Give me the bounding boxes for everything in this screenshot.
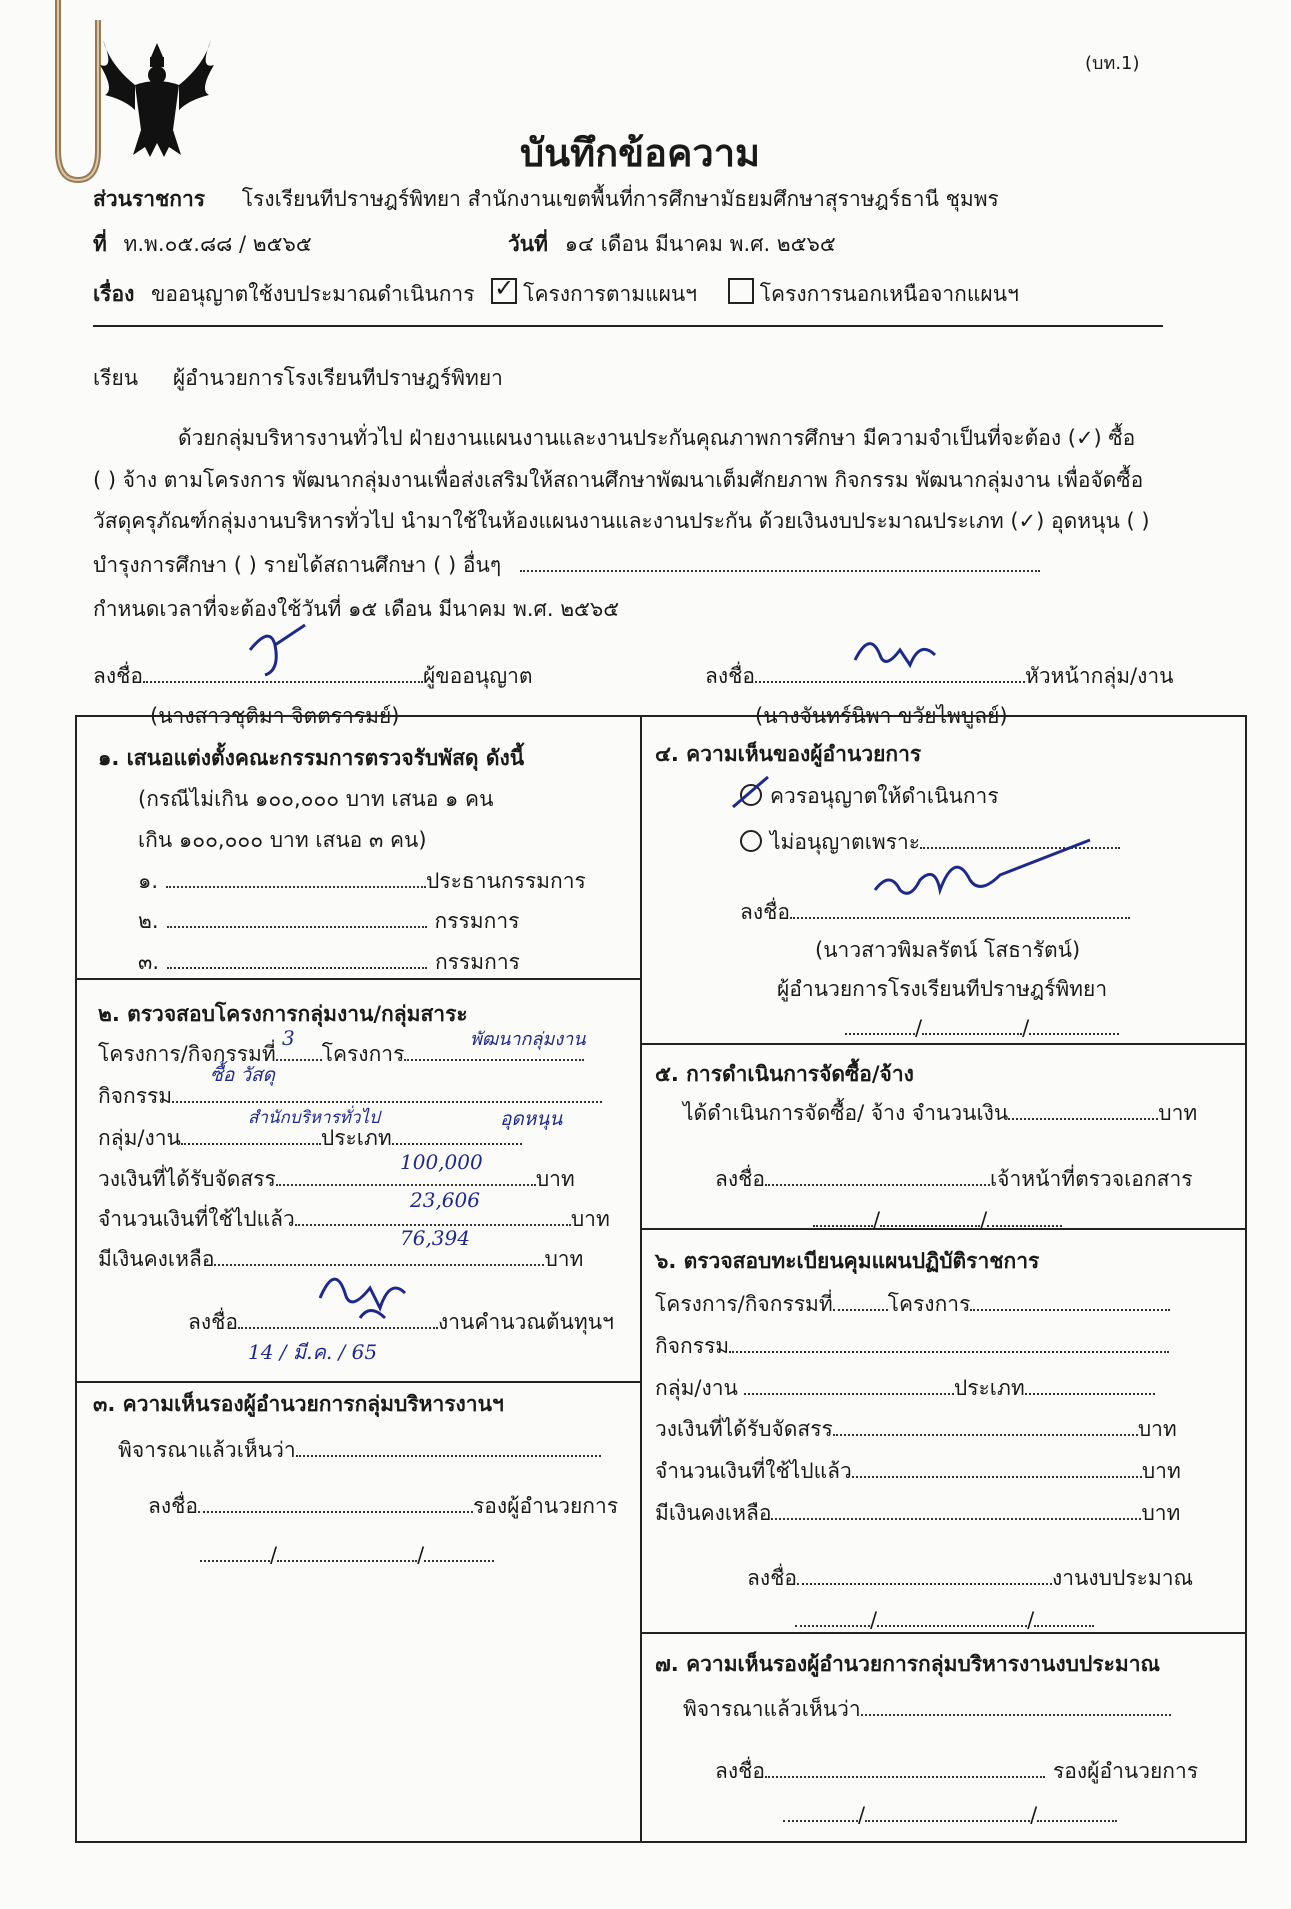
out-plan-label: โครงการนอกเหนือจากแผนฯ xyxy=(759,282,1019,306)
sec2-activity-label: กิจกรรม xyxy=(98,1084,173,1108)
sec1-note1: (กรณีไม่เกิน ๑๐๐,๐๐๐ บาท เสนอ ๑ คน xyxy=(138,787,494,811)
baht: บาท xyxy=(1158,1101,1198,1125)
in-plan-label: โครงการตามแผนฯ xyxy=(523,282,698,306)
sec2-type-label: ประเภท xyxy=(320,1126,392,1150)
ref-value: ท.พ.๐๕.๘๘ / ๒๕๖๕ xyxy=(123,232,312,256)
other-dots xyxy=(520,550,1040,572)
sec1-title: ๑. เสนอแต่งตั้งคณะกรรมการตรวจรับพัสดุ ดังนี้ xyxy=(98,746,525,770)
sec2-budget-hw: 100,000 xyxy=(400,1150,483,1174)
sec4-role: ผู้อำนวยการโรงเรียนทีปราษฎร์พิทยา xyxy=(777,977,1108,1001)
sec6-project-label: โครงการ/กิจกรรมที่ xyxy=(655,1292,833,1316)
sign-label: ลงชื่อ xyxy=(148,1494,198,1518)
sec2-project-hw: พัฒนากลุ่มงาน xyxy=(470,1029,586,1050)
sec4-name: (นาวสาวพิมลรัตน์ โสธารัตน์) xyxy=(815,938,1081,962)
sec2-type-hw: อุดหนุน xyxy=(500,1108,563,1130)
sec2-budget-label: วงเงินที่ได้รับจัดสรร xyxy=(98,1167,276,1191)
requester-role: ผู้ขออนุญาต xyxy=(423,664,533,688)
table-divider xyxy=(640,715,642,1841)
baht: บาท xyxy=(535,1167,575,1191)
header-divider xyxy=(93,325,1163,327)
date-value: ๑๔ เดือน มีนาคม พ.ศ. ๒๕๖๕ xyxy=(564,232,836,256)
sec6-activity-label: กิจกรรม xyxy=(655,1334,730,1358)
body-line-1: ด้วยกลุ่มบริหารงานทั่วไป ฝ่ายงานแผนงานและงานประกันคุณภาพการศึกษา มีความจำเป็นที่จะต้อง (✓) ซื้อ xyxy=(178,426,1136,450)
body-line-5: กำหนดเวลาที่จะต้องใช้วันที่ ๑๕ เดือน มีนาคม พ.ศ. ๒๕๖๕ xyxy=(93,597,620,621)
sec2-sign-role: งานคำนวณต้นทุนฯ xyxy=(438,1310,614,1334)
sec3-role: รองผู้อำนวยการ xyxy=(473,1494,619,1518)
sec4-title: ๔. ความเห็นของผู้อำนวยการ xyxy=(655,742,922,766)
sign-label: ลงชื่อ xyxy=(715,1167,765,1191)
sec2-project-label: โครงการ/กิจกรรมที่ xyxy=(98,1042,276,1066)
director-signature xyxy=(860,835,1100,910)
sec1-n3: ๓. xyxy=(138,950,160,974)
sec2-project-word: โครงการ xyxy=(321,1042,405,1066)
subject-value: ขออนุญาตใช้งบประมาณดำเนินการ xyxy=(151,282,475,306)
garuda-emblem-icon xyxy=(95,35,220,160)
sec1-r1: ประธานกรรมการ xyxy=(426,869,586,893)
baht: บาท xyxy=(1137,1417,1177,1441)
body-line-2: ( ) จ้าง ตามโครงการ พัฒนากลุ่มงานเพื่อส่งเสริมให้สถานศึกษาพัฒนาเต็มศักยภาพ กิจกรรม พัฒนากลุ่มงาน เพื่อจัดซื้อ xyxy=(93,468,1144,492)
sec1-n1: ๑. xyxy=(138,869,159,893)
baht: บาท xyxy=(1141,1501,1181,1525)
sec4-opt1: ควรอนุญาตให้ดำเนินการ xyxy=(770,784,999,808)
sec3-consider: พิจารณาแล้วเห็นว่า xyxy=(118,1438,296,1462)
baht: บาท xyxy=(544,1247,584,1271)
to-value: ผู้อำนวยการโรงเรียนทีปราษฎร์พิทยา xyxy=(172,366,503,390)
sec1-note2: เกิน ๑๐๐,๐๐๐ บาท เสนอ ๓ คน) xyxy=(138,828,427,852)
sec2-remain-hw: 76,394 xyxy=(400,1226,470,1250)
date-label: วันที่ xyxy=(508,232,548,256)
sec5-title: ๕. การดำเนินการจัดซื้อ/จ้าง xyxy=(655,1062,914,1086)
sec6-project-word: โครงการ xyxy=(887,1292,971,1316)
sec2-activity-hw: ซื้อ วัสดุ xyxy=(210,1064,275,1086)
sign-label: ลงชื่อ xyxy=(740,900,790,924)
subject-label: เรื่อง xyxy=(93,282,135,306)
sec1-r2: กรรมการ xyxy=(434,909,520,933)
sec2-used-label: จำนวนเงินที่ใช้ไปแล้ว xyxy=(98,1207,295,1231)
sign-label: ลงชื่อ xyxy=(705,664,755,688)
sign-label: ลงชื่อ xyxy=(747,1566,797,1590)
sign-label: ลงชื่อ xyxy=(93,664,143,688)
head-name: (นางจันทร์นิพา ขวัยไพบูลย์) xyxy=(755,704,1008,728)
sign-label: ลงชื่อ xyxy=(715,1759,765,1783)
sec6-used-label: จำนวนเงินที่ใช้ไปแล้ว xyxy=(655,1459,852,1483)
baht: บาท xyxy=(1141,1459,1181,1483)
ref-label: ที่ xyxy=(93,232,107,256)
sec5-line: ได้ดำเนินการจัดซื้อ/ จ้าง จำนวนเงิน xyxy=(683,1101,1009,1125)
checkmark-icon: ✓ xyxy=(494,274,515,302)
sec6-group-label: กลุ่ม/งาน xyxy=(655,1376,738,1400)
form-code: (บท.1) xyxy=(1085,53,1140,74)
approve-mark xyxy=(728,772,773,812)
head-signature xyxy=(845,625,955,680)
to-label: เรียน xyxy=(93,366,139,390)
sec2-project-no: 3 xyxy=(282,1026,295,1050)
sec7-consider: พิจารณาแล้วเห็นว่า xyxy=(683,1697,861,1721)
sec2-title: ๒. ตรวจสอบโครงการกลุ่มงาน/กลุ่มสาระ xyxy=(98,1002,468,1026)
sec7-title: ๗. ความเห็นรองผู้อำนวยการกลุ่มบริหารงานงบประมาณ xyxy=(655,1652,1160,1676)
sec2-remain-label: มีเงินคงเหลือ xyxy=(98,1247,215,1271)
sec2-date-hw: 14 / มี.ค. / 65 xyxy=(248,1340,378,1364)
head-role: หัวหน้ากลุ่ม/งาน xyxy=(1025,664,1174,688)
sec5-role: เจ้าหน้าที่ตรวจเอกสาร xyxy=(990,1167,1193,1191)
deny-radio[interactable] xyxy=(740,830,762,852)
sec6-remain-label: มีเงินคงเหลือ xyxy=(655,1501,772,1525)
baht: บาท xyxy=(570,1207,610,1231)
page-title: บันทึกข้อความ xyxy=(520,131,761,175)
sec1-n2: ๒. xyxy=(138,909,159,933)
requester-name: (นางสาวชุติมา จิตตรารมย์) xyxy=(150,704,400,728)
sec7-role: รองผู้อำนวยการ xyxy=(1053,1759,1199,1783)
sec2-used-hw: 23,606 xyxy=(410,1188,480,1212)
sec2-signature xyxy=(310,1258,420,1328)
sec6-title: ๖. ตรวจสอบทะเบียนคุมแผนปฏิบัติราชการ xyxy=(655,1249,1040,1273)
sign-label: ลงชื่อ xyxy=(188,1310,238,1334)
sec6-budget-label: วงเงินที่ได้รับจัดสรร xyxy=(655,1417,833,1441)
sec3-title: ๓. ความเห็นรองผู้อำนวยการกลุ่มบริหารงานฯ xyxy=(93,1392,504,1416)
sec6-type-label: ประเภท xyxy=(953,1376,1025,1400)
out-plan-checkbox[interactable] xyxy=(728,278,754,304)
sec4-opt2: ไม่อนุญาตเพราะ xyxy=(770,830,921,854)
sec6-role: งานงบประมาณ xyxy=(1052,1566,1193,1590)
sec2-group-hw: สำนักบริหารทั่วไป xyxy=(248,1108,380,1128)
requester-signature xyxy=(230,620,320,680)
body-line-3: วัสดุครุภัณฑ์กลุ่มงานบริหารทั่วไป นำมาใช้ในห้องแผนงานและงานประกัน ด้วยเงินงบประมาณประเภท (✓) อุดหนุน ( ) xyxy=(93,509,1150,533)
in-plan-checkbox[interactable] xyxy=(491,274,517,304)
agency-label: ส่วนราชการ xyxy=(93,187,206,211)
sec1-r3: กรรมการ xyxy=(435,950,520,974)
body-line-4: บำรุงการศึกษา ( ) รายได้สถานศึกษา ( ) อื่นๆ xyxy=(93,553,502,577)
agency-value: โรงเรียนทีปราษฎร์พิทยา สำนักงานเขตพื้นที่การศึกษามัธยมศึกษาสุราษฎร์ธานี ชุมพร xyxy=(241,187,999,211)
sec2-group-label: กลุ่ม/งาน xyxy=(98,1126,181,1150)
